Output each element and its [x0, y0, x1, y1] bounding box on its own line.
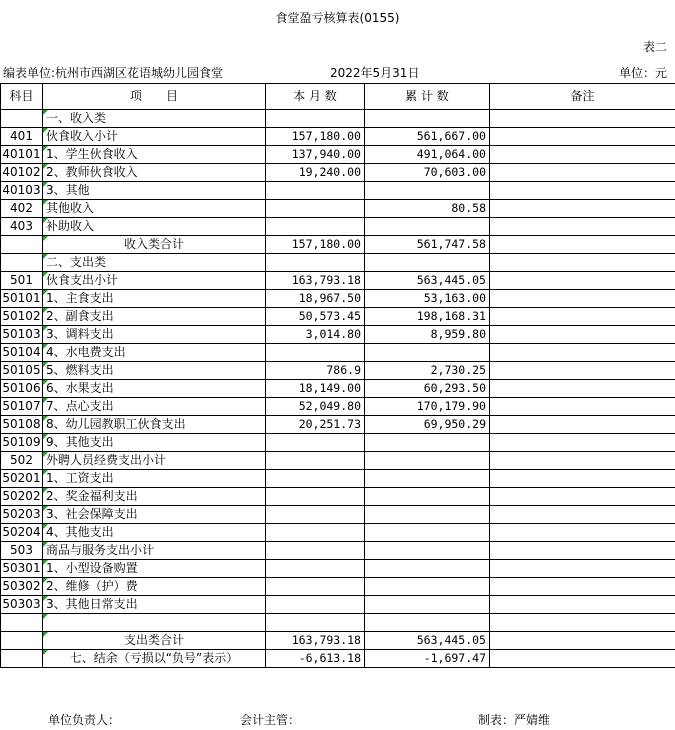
item-cell: 商品与服务支出小计 [43, 542, 266, 560]
cumulative-amount-cell [365, 614, 490, 632]
month-amount-cell [266, 596, 365, 614]
cumulative-amount-cell: 561,667.00 [365, 128, 490, 146]
cumulative-amount-cell [365, 452, 490, 470]
table-row [1, 128, 675, 146]
table-row [1, 380, 675, 398]
item-cell: 2、教师伙食收入 [43, 164, 266, 182]
note-cell [490, 200, 675, 218]
month-amount-cell: 18,149.00 [266, 380, 365, 398]
item-cell: 外聘人员经费支出小计 [43, 452, 266, 470]
cumulative-amount-cell: 69,950.29 [365, 416, 490, 434]
code-cell: 40102 [1, 164, 43, 182]
note-cell [490, 254, 675, 272]
item-cell: 8、幼儿园教职工伙食支出 [43, 416, 266, 434]
item-cell: 7、点心支出 [43, 398, 266, 416]
code-cell: 502 [1, 452, 43, 470]
table-row [1, 272, 675, 290]
month-amount-cell: 157,180.00 [266, 128, 365, 146]
table-row [1, 560, 675, 578]
cumulative-amount-cell: 8,959.80 [365, 326, 490, 344]
cumulative-amount-cell: 60,293.50 [365, 380, 490, 398]
note-cell [490, 308, 675, 326]
item-cell: 3、其他日常支出 [43, 596, 266, 614]
cumulative-amount-cell: 563,445.05 [365, 272, 490, 290]
note-cell [490, 488, 675, 506]
header-code: 科目 [1, 84, 43, 110]
code-cell [1, 632, 43, 650]
item-cell: 6、水果支出 [43, 380, 266, 398]
table-header-row [1, 84, 675, 110]
code-cell: 50106 [1, 380, 43, 398]
month-amount-cell [266, 506, 365, 524]
code-cell: 50201 [1, 470, 43, 488]
cumulative-amount-cell [365, 182, 490, 200]
table-row [1, 344, 675, 362]
note-cell [490, 326, 675, 344]
cumulative-amount-cell [365, 110, 490, 128]
code-cell: 403 [1, 218, 43, 236]
code-cell: 503 [1, 542, 43, 560]
table-row [1, 326, 675, 344]
note-cell [490, 236, 675, 254]
code-cell: 501 [1, 272, 43, 290]
item-cell: 收入类合计 [43, 236, 266, 254]
note-cell [490, 614, 675, 632]
item-cell: 七、结余（亏损以“负号”表示） [43, 650, 266, 668]
table-row [1, 182, 675, 200]
month-amount-cell [266, 218, 365, 236]
table-row [1, 578, 675, 596]
item-cell: 2、副食支出 [43, 308, 266, 326]
item-cell: 9、其他支出 [43, 434, 266, 452]
cumulative-amount-cell [365, 344, 490, 362]
table-row [1, 632, 675, 650]
table-row [1, 254, 675, 272]
code-cell: 50303 [1, 596, 43, 614]
month-amount-cell [266, 524, 365, 542]
table-row [1, 362, 675, 380]
code-cell: 50102 [1, 308, 43, 326]
code-cell [1, 236, 43, 254]
month-amount-cell: 786.9 [266, 362, 365, 380]
code-cell: 402 [1, 200, 43, 218]
note-cell [490, 416, 675, 434]
item-cell: 伙食收入小计 [43, 128, 266, 146]
cumulative-amount-cell [365, 218, 490, 236]
month-amount-cell: 3,014.80 [266, 326, 365, 344]
cumulative-amount-cell: 80.58 [365, 200, 490, 218]
note-cell [490, 110, 675, 128]
month-amount-cell: 50,573.45 [266, 308, 365, 326]
note-cell [490, 362, 675, 380]
cumulative-amount-cell: 491,064.00 [365, 146, 490, 164]
cumulative-amount-cell: 198,168.31 [365, 308, 490, 326]
month-amount-cell [266, 452, 365, 470]
header-cumulative: 累 计 数 [365, 84, 490, 110]
note-cell [490, 218, 675, 236]
footer-accountant: 会计主管： [240, 713, 301, 727]
code-cell: 50105 [1, 362, 43, 380]
item-cell: 5、燃料支出 [43, 362, 266, 380]
cumulative-amount-cell [365, 596, 490, 614]
month-amount-cell: 20,251.73 [266, 416, 365, 434]
header-month: 本 月 数 [266, 84, 365, 110]
header-item: 项 目 [43, 84, 266, 110]
note-cell [490, 650, 675, 668]
reporting-unit: 编表单位:杭州市西湖区花语城幼儿园食堂 [3, 66, 224, 80]
cumulative-amount-cell [365, 488, 490, 506]
cumulative-amount-cell: 563,445.05 [365, 632, 490, 650]
note-cell [490, 632, 675, 650]
note-cell [490, 578, 675, 596]
item-cell: 1、主食支出 [43, 290, 266, 308]
item-cell: 其他收入 [43, 200, 266, 218]
month-amount-cell [266, 200, 365, 218]
table-row [1, 236, 675, 254]
cumulative-amount-cell [365, 506, 490, 524]
month-amount-cell: 163,793.18 [266, 272, 365, 290]
item-cell: 二、支出类 [43, 254, 266, 272]
month-amount-cell [266, 542, 365, 560]
code-cell: 50109 [1, 434, 43, 452]
cumulative-amount-cell: 70,603.00 [365, 164, 490, 182]
item-cell: 补助收入 [43, 218, 266, 236]
code-cell: 50301 [1, 560, 43, 578]
code-cell: 50107 [1, 398, 43, 416]
table-row [1, 506, 675, 524]
note-cell [490, 524, 675, 542]
cumulative-amount-cell: 561,747.58 [365, 236, 490, 254]
code-cell: 50104 [1, 344, 43, 362]
month-amount-cell: 137,940.00 [266, 146, 365, 164]
month-amount-cell: -6,613.18 [266, 650, 365, 668]
code-cell: 50203 [1, 506, 43, 524]
code-cell [1, 614, 43, 632]
month-amount-cell [266, 578, 365, 596]
profit-loss-table [0, 83, 675, 668]
month-amount-cell [266, 182, 365, 200]
code-cell: 50108 [1, 416, 43, 434]
item-cell: 2、维修（护）费 [43, 578, 266, 596]
month-amount-cell: 157,180.00 [266, 236, 365, 254]
table-row [1, 650, 675, 668]
code-cell: 50302 [1, 578, 43, 596]
month-amount-cell [266, 560, 365, 578]
table-row [1, 596, 675, 614]
code-cell [1, 254, 43, 272]
table-row [1, 434, 675, 452]
month-amount-cell [266, 614, 365, 632]
table-row [1, 308, 675, 326]
note-cell [490, 164, 675, 182]
note-cell [490, 470, 675, 488]
note-cell [490, 398, 675, 416]
code-cell [1, 650, 43, 668]
report-date: 2022年5月31日 [330, 66, 420, 80]
item-cell: 支出类合计 [43, 632, 266, 650]
month-amount-cell: 18,967.50 [266, 290, 365, 308]
footer-preparer: 制表：严婧维 [478, 713, 551, 727]
item-cell: 3、其他 [43, 182, 266, 200]
code-cell: 401 [1, 128, 43, 146]
table-row [1, 110, 675, 128]
code-cell: 50202 [1, 488, 43, 506]
report-title: 食堂盈亏核算表(0155) [275, 11, 400, 25]
month-amount-cell [266, 110, 365, 128]
cumulative-amount-cell [365, 524, 490, 542]
item-cell: 3、调料支出 [43, 326, 266, 344]
cumulative-amount-cell [365, 434, 490, 452]
cumulative-amount-cell: -1,697.47 [365, 650, 490, 668]
cumulative-amount-cell [365, 578, 490, 596]
table-number: 表二 [642, 40, 667, 54]
item-cell: 3、社会保障支出 [43, 506, 266, 524]
cumulative-amount-cell: 53,163.00 [365, 290, 490, 308]
table-row [1, 200, 675, 218]
month-amount-cell [266, 344, 365, 362]
cumulative-amount-cell: 2,730.25 [365, 362, 490, 380]
note-cell [490, 434, 675, 452]
table-row [1, 290, 675, 308]
note-cell [490, 560, 675, 578]
cumulative-amount-cell [365, 560, 490, 578]
note-cell [490, 452, 675, 470]
table-row [1, 416, 675, 434]
cumulative-amount-cell [365, 470, 490, 488]
item-cell: 1、工资支出 [43, 470, 266, 488]
note-cell [490, 380, 675, 398]
month-amount-cell: 163,793.18 [266, 632, 365, 650]
item-cell [43, 614, 266, 632]
month-amount-cell [266, 488, 365, 506]
note-cell [490, 272, 675, 290]
month-amount-cell [266, 470, 365, 488]
item-cell: 1、小型设备购置 [43, 560, 266, 578]
month-amount-cell: 52,049.80 [266, 398, 365, 416]
table-row [1, 164, 675, 182]
table-row [1, 614, 675, 632]
month-amount-cell: 19,240.00 [266, 164, 365, 182]
item-cell: 4、水电费支出 [43, 344, 266, 362]
code-cell: 50101 [1, 290, 43, 308]
note-cell [490, 290, 675, 308]
note-cell [490, 146, 675, 164]
currency-unit: 单位：元 [618, 66, 667, 80]
code-cell: 40103 [1, 182, 43, 200]
note-cell [490, 596, 675, 614]
table-row [1, 542, 675, 560]
month-amount-cell [266, 254, 365, 272]
table-row [1, 470, 675, 488]
note-cell [490, 182, 675, 200]
item-cell: 2、奖金福利支出 [43, 488, 266, 506]
item-cell: 1、学生伙食收入 [43, 146, 266, 164]
note-cell [490, 506, 675, 524]
footer-leader: 单位负责人： [48, 713, 121, 727]
code-cell: 50204 [1, 524, 43, 542]
table-row [1, 452, 675, 470]
cumulative-amount-cell [365, 254, 490, 272]
header-note: 备注 [490, 84, 675, 110]
item-cell: 一、收入类 [43, 110, 266, 128]
item-cell: 4、其他支出 [43, 524, 266, 542]
cumulative-amount-cell [365, 542, 490, 560]
item-cell: 伙食支出小计 [43, 272, 266, 290]
note-cell [490, 542, 675, 560]
cumulative-amount-cell: 170,179.90 [365, 398, 490, 416]
table-row [1, 524, 675, 542]
table-row [1, 398, 675, 416]
note-cell [490, 128, 675, 146]
table-row [1, 488, 675, 506]
code-cell [1, 110, 43, 128]
month-amount-cell [266, 434, 365, 452]
code-cell: 40101 [1, 146, 43, 164]
table-row [1, 218, 675, 236]
code-cell: 50103 [1, 326, 43, 344]
note-cell [490, 344, 675, 362]
table-row [1, 146, 675, 164]
